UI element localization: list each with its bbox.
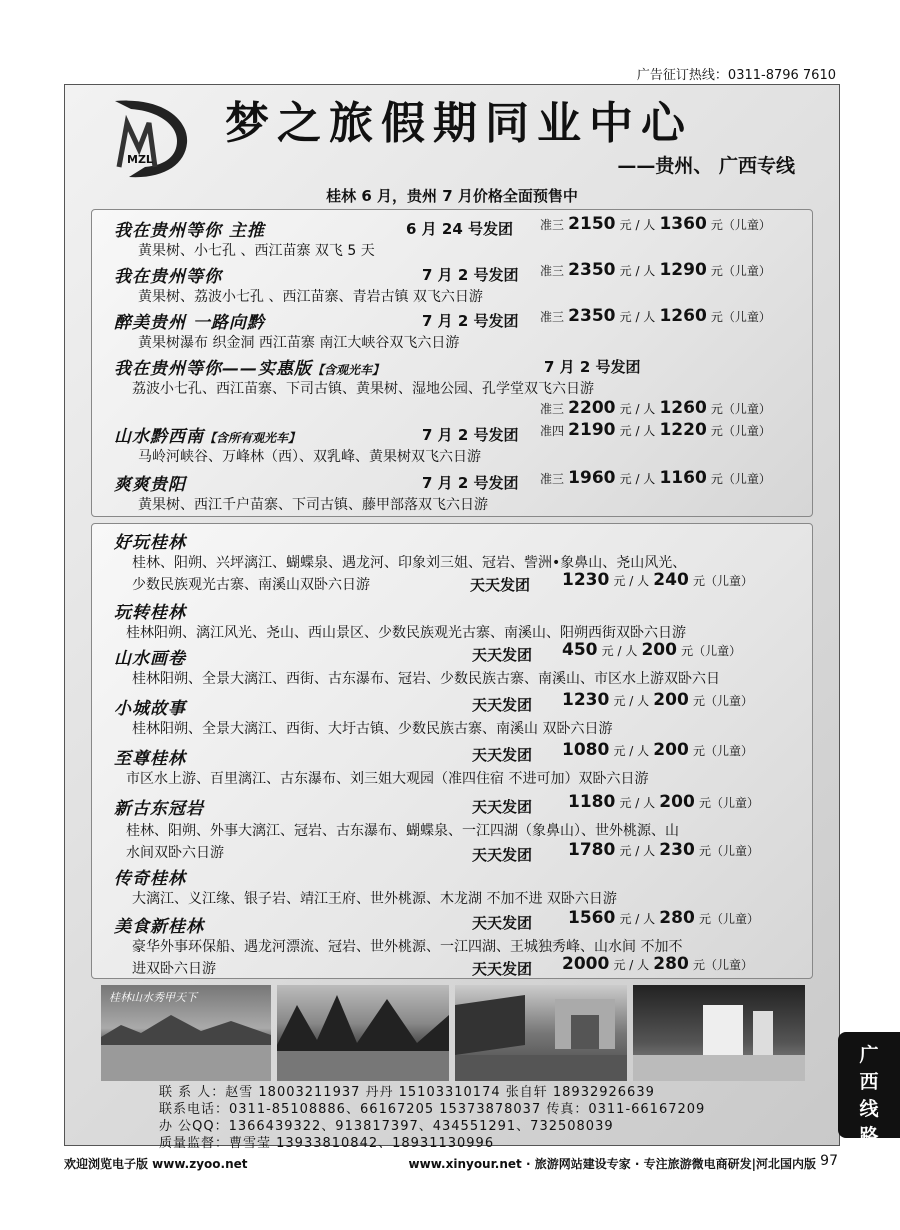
adult-unit: 元 / 人 xyxy=(619,424,656,438)
page-number: 97 xyxy=(820,1153,838,1169)
adult-price: 1960 xyxy=(568,468,616,488)
section-tab-guangxi xyxy=(838,1032,900,1147)
route-price xyxy=(540,468,771,488)
route-name: 好玩桂林 xyxy=(114,533,186,553)
route-price xyxy=(568,908,759,928)
tab-char: 西 xyxy=(859,1071,879,1093)
karst-mountains-icon xyxy=(277,985,449,1081)
child-unit: 元（儿童） xyxy=(698,912,759,926)
adult-price: 1180 xyxy=(568,792,616,812)
tab-char: 路 xyxy=(859,1125,879,1147)
route-desc: 黄果树、西江千户苗寨、下司古镇、藤甲部落双飞六日游 xyxy=(138,497,488,513)
route-name: 醉美贵州 一路向黔 xyxy=(114,313,265,333)
route-desc: 市区水上游、百里漓江、古东瀑布、刘三姐大观园（准四住宿 不进可加）双卧六日游 xyxy=(126,771,649,787)
route-desc: 荔波小七孔、西江苗寨、下司古镇、黄果树、湿地公园、孔学堂双飞六日游 xyxy=(132,381,594,397)
adult-price: 2000 xyxy=(562,954,610,974)
photo-ancient-town xyxy=(455,985,627,1081)
ad-hotline: 广告征订热线：0311-8796 7610 xyxy=(636,68,836,83)
child-price: 240 xyxy=(653,570,689,590)
child-unit: 元（儿童） xyxy=(698,796,759,810)
route-desc: 黄果树、小七孔 、西江苗寨 双飞 5 天 xyxy=(138,243,375,259)
route-name: 新古东冠岩 xyxy=(114,799,204,819)
adult-unit: 元 / 人 xyxy=(613,574,650,588)
guilin-routes-box xyxy=(91,523,813,979)
logo-text: MZL xyxy=(127,153,153,166)
departure-date: 天天发团 xyxy=(472,646,533,664)
route-name: 小城故事 xyxy=(114,699,186,719)
adult-unit: 元 / 人 xyxy=(619,912,656,926)
child-price: 1220 xyxy=(659,420,707,440)
route-name-text: 山水黔西南 xyxy=(114,427,204,447)
child-price: 200 xyxy=(641,640,677,660)
route-price xyxy=(562,690,753,710)
child-price: 280 xyxy=(653,954,689,974)
adult-price: 1080 xyxy=(562,740,610,760)
route-price xyxy=(562,640,741,660)
adult-price: 2350 xyxy=(568,260,616,280)
child-price: 230 xyxy=(659,840,695,860)
route-name xyxy=(114,354,384,379)
child-price: 1260 xyxy=(659,398,707,418)
child-unit: 元（儿童） xyxy=(681,644,742,658)
tab-char: 线 xyxy=(859,1098,879,1120)
adult-unit: 元 / 人 xyxy=(619,310,656,324)
child-price: 200 xyxy=(653,740,689,760)
photo-karst-river xyxy=(277,985,449,1081)
presale-banner: 桂林 6 月，贵州 7 月价格全面预售中 xyxy=(326,187,578,205)
route-name: 我在贵州等你 xyxy=(114,267,222,287)
child-price: 280 xyxy=(659,908,695,928)
departure-date: 6 月 24 号发团 xyxy=(406,220,513,238)
contact-supervision: 质量监督：曹雪莹 13933810842、18931130996 xyxy=(159,1136,495,1151)
route-price xyxy=(562,740,753,760)
tab-char: 广 xyxy=(859,1044,879,1066)
hotel-level: 准三 xyxy=(540,402,565,416)
adult-price: 1780 xyxy=(568,840,616,860)
adult-unit: 元 / 人 xyxy=(619,844,656,858)
adult-price: 2350 xyxy=(568,306,616,326)
page-title: 梦之旅假期同业中心 xyxy=(225,98,693,149)
departure-date: 天天发团 xyxy=(472,846,533,864)
adult-unit: 元 / 人 xyxy=(619,218,656,232)
contact-persons: 联 系 人：赵雪 18003211937 丹丹 15103310174 张自轩 18932926639 xyxy=(159,1085,655,1100)
hotel-level: 准三 xyxy=(540,264,565,278)
adult-unit: 元 / 人 xyxy=(619,796,656,810)
adult-price: 450 xyxy=(562,640,598,660)
child-unit: 元（儿童） xyxy=(710,218,771,232)
guizhou-routes-box xyxy=(91,209,813,517)
route-name: 爽爽贵阳 xyxy=(114,475,186,495)
route-name-text: 我在贵州等你——实惠版 xyxy=(114,359,312,379)
route-price xyxy=(540,398,771,418)
adult-unit: 元 / 人 xyxy=(619,472,656,486)
route-price xyxy=(540,214,771,234)
child-price: 1260 xyxy=(659,306,707,326)
route-price xyxy=(540,260,771,280)
scenery-photo-strip xyxy=(101,985,805,1081)
adult-price: 2150 xyxy=(568,214,616,234)
route-price xyxy=(540,420,771,440)
child-unit: 元（儿童） xyxy=(698,844,759,858)
route-desc: 马岭河峡谷、万峰林（西）、双乳峰、黄果树双飞六日游 xyxy=(138,449,481,465)
hotel-level: 准三 xyxy=(540,472,565,486)
child-price: 1290 xyxy=(659,260,707,280)
route-desc: 大漓江、义江缘、银子岩、靖江王府、世外桃源、木龙湖 不加不进 双卧六日游 xyxy=(132,891,617,907)
route-desc: 桂林、阳朔、兴坪漓江、蝴蝶泉、遇龙河、印象刘三姐、冠岩、訾洲•象鼻山、尧山风光、 xyxy=(132,555,687,571)
departure-date: 天天发团 xyxy=(472,798,533,816)
route-desc-cont: 少数民族观光古寨、南溪山双卧六日游 xyxy=(132,577,370,593)
waterfall-icon xyxy=(633,985,805,1081)
route-price xyxy=(562,954,753,974)
footer-ebook-link[interactable]: 欢迎浏览电子版 www.zyoo.net xyxy=(64,1157,248,1171)
route-name: 我在贵州等你 主推 xyxy=(114,221,265,241)
photo-guilin-lake xyxy=(101,985,271,1081)
departure-date: 天天发团 xyxy=(472,746,533,764)
departure-date: 7 月 2 号发团 xyxy=(544,358,641,376)
adult-price: 1230 xyxy=(562,690,610,710)
ancient-gate-icon xyxy=(455,985,627,1081)
adult-price: 1560 xyxy=(568,908,616,928)
child-unit: 元（儿童） xyxy=(710,402,771,416)
child-unit: 元（儿童） xyxy=(710,264,771,278)
adult-price: 1230 xyxy=(562,570,610,590)
route-price xyxy=(568,792,759,812)
route-desc-cont: 水间双卧六日游 xyxy=(126,845,224,861)
hotel-level: 准三 xyxy=(540,310,565,324)
route-name: 至尊桂林 xyxy=(114,749,186,769)
departure-date: 7 月 2 号发团 xyxy=(422,266,519,284)
child-unit: 元（儿童） xyxy=(692,958,753,972)
child-price: 200 xyxy=(653,690,689,710)
departure-date: 天天发团 xyxy=(472,960,533,978)
footer-site-link[interactable]: www.xinyour.net · 旅游网站建设专家 · 专注旅游微电商研发|河北国内版 xyxy=(408,1157,816,1171)
route-desc: 桂林阳朔、全景大漓江、西街、大圩古镇、少数民族古寨、南溪山 双卧六日游 xyxy=(132,721,613,737)
departure-date: 天天发团 xyxy=(472,914,533,932)
route-desc: 黄果树、荔波小七孔 、西江苗寨、青岩古镇 双飞六日游 xyxy=(138,289,483,305)
child-unit: 元（儿童） xyxy=(692,744,753,758)
child-unit: 元（儿童） xyxy=(710,310,771,324)
adult-unit: 元 / 人 xyxy=(601,644,638,658)
route-name: 山水画卷 xyxy=(114,649,186,669)
adult-unit: 元 / 人 xyxy=(613,744,650,758)
child-price: 1360 xyxy=(659,214,707,234)
route-price xyxy=(562,570,753,590)
adult-price: 2200 xyxy=(568,398,616,418)
ad-frame xyxy=(64,84,840,1151)
departure-date: 7 月 2 号发团 xyxy=(422,312,519,330)
mzl-logo-icon xyxy=(105,93,191,179)
hotel-level: 准四 xyxy=(540,424,565,438)
contact-qq: 办 公QQ：1366439322、913817397、434551291、732508039 xyxy=(159,1119,614,1134)
route-price xyxy=(540,306,771,326)
child-unit: 元（儿童） xyxy=(692,694,753,708)
route-desc: 桂林阳朔、漓江风光、尧山、西山景区、少数民族观光古寨、南溪山、阳朔西街双卧六日游 xyxy=(126,625,686,641)
departure-date: 7 月 2 号发团 xyxy=(422,474,519,492)
child-unit: 元（儿童） xyxy=(692,574,753,588)
adult-price: 2190 xyxy=(568,420,616,440)
child-price: 200 xyxy=(659,792,695,812)
photo-waterfall xyxy=(633,985,805,1081)
contact-phones: 联系电话：0311-85108886、66167205 15373878037 传真：0311-66167209 xyxy=(159,1102,706,1117)
route-note: 【含所有观光车】 xyxy=(204,431,301,445)
departure-date: 7 月 2 号发团 xyxy=(422,426,519,444)
adult-unit: 元 / 人 xyxy=(619,402,656,416)
route-desc-cont: 进双卧六日游 xyxy=(132,961,216,977)
route-price xyxy=(568,840,759,860)
departure-date: 天天发团 xyxy=(472,696,533,714)
route-name: 玩转桂林 xyxy=(114,603,186,623)
route-name xyxy=(114,422,300,447)
hotel-level: 准三 xyxy=(540,218,565,232)
route-name: 传奇桂林 xyxy=(114,869,186,889)
route-desc: 桂林阳朔、全景大漓江、西街、古东瀑布、冠岩、少数民族古寨、南溪山、市区水上游双卧六日 xyxy=(132,671,720,687)
child-unit: 元（儿童） xyxy=(710,472,771,486)
page-subtitle: ——贵州、 广西专线 xyxy=(617,155,795,177)
departure-date: 天天发团 xyxy=(470,576,531,594)
route-desc: 桂林、阳朔、外事大漓江、冠岩、古东瀑布、蝴蝶泉、一江四湖（象鼻山）、世外桃源、山 xyxy=(126,823,679,839)
route-note: 【含观光车】 xyxy=(312,363,385,377)
route-name: 美食新桂林 xyxy=(114,917,204,937)
child-unit: 元（儿童） xyxy=(710,424,771,438)
adult-unit: 元 / 人 xyxy=(613,694,650,708)
route-desc: 豪华外事环保船、遇龙河漂流、冠岩、世外桃源、一江四湖、王城独秀峰、山水间 不加不 xyxy=(132,939,683,955)
adult-unit: 元 / 人 xyxy=(619,264,656,278)
photo-caption: 桂林山水秀甲天下 xyxy=(109,991,197,1004)
child-price: 1160 xyxy=(659,468,707,488)
route-desc: 黄果树瀑布 织金洞 西江苗寨 南江大峡谷双飞六日游 xyxy=(138,335,460,351)
adult-unit: 元 / 人 xyxy=(613,958,650,972)
